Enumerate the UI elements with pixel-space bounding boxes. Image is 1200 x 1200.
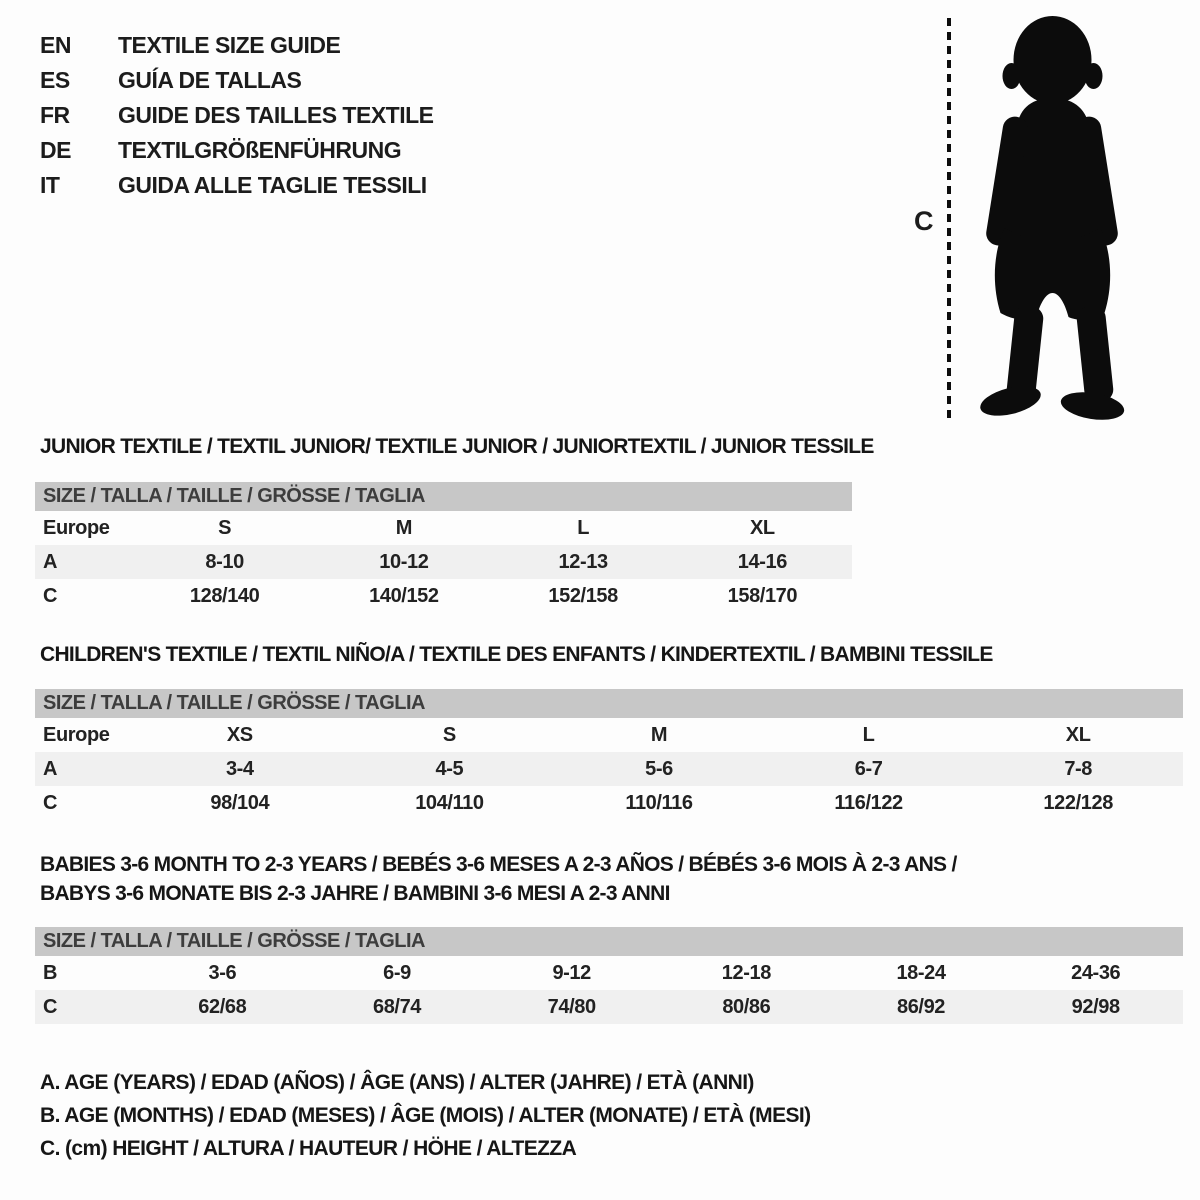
babies-section-title-line1: BABIES 3-6 MONTH TO 2-3 YEARS / BEBÉS 3-6 MESES A 2-3 AÑOS / BÉBÉS 3-6 MOIS À 2-3 ANS /: [40, 853, 957, 876]
language-row-es: [40, 63, 434, 98]
babies-table: [35, 927, 1183, 1024]
language-row-it: [40, 168, 434, 203]
table-row: [35, 511, 852, 545]
language-list: [40, 28, 434, 203]
measure-label-c: C: [914, 206, 934, 236]
size-cell: XL: [1065, 723, 1091, 746]
value-cell: 86/92: [896, 995, 946, 1018]
language-code: DE: [40, 137, 71, 163]
value-cell: 68/74: [372, 995, 422, 1018]
language-code: FR: [40, 102, 70, 128]
junior-section-title: JUNIOR TEXTILE / TEXTIL JUNIOR/ TEXTILE JUNIOR / JUNIORTEXTIL / JUNIOR TESSILE: [40, 435, 874, 458]
legend-line-b: B. AGE (MONTHS) / EDAD (MESES) / ÂGE (MOIS) / ALTER (MONATE) / ETÀ (MESI): [40, 1104, 811, 1127]
row-label: A: [43, 550, 58, 573]
size-cell: M: [395, 516, 412, 539]
size-header-bar: SIZE / TALLA / TAILLE / GRÖSSE / TAGLIA: [35, 927, 1183, 956]
row-label: C: [43, 584, 58, 607]
value-cell: 6-9: [383, 961, 411, 984]
language-label: GUÍA DE TALLAS: [118, 67, 302, 93]
value-cell: 4-5: [435, 757, 464, 780]
table-row: [35, 990, 1183, 1024]
size-header-bar: SIZE / TALLA / TAILLE / GRÖSSE / TAGLIA: [35, 482, 852, 511]
row-label: Europe: [43, 723, 110, 746]
value-cell: 6-7: [854, 757, 883, 780]
legend-line-c: C. (cm) HEIGHT / ALTURA / HAUTEUR / HÖHE / ALTEZZA: [40, 1137, 577, 1160]
babies-section-title-line2: BABYS 3-6 MONATE BIS 2-3 JAHRE / BAMBINI 3-6 MESI A 2-3 ANNI: [40, 882, 670, 905]
value-cell: 110/116: [625, 791, 693, 814]
value-cell: 18-24: [896, 961, 946, 984]
size-cell: M: [650, 723, 668, 746]
size-cell: S: [442, 723, 456, 746]
table-row: [35, 545, 852, 579]
value-cell: 12-18: [721, 961, 771, 984]
value-cell: 116/122: [834, 791, 903, 814]
language-code: ES: [40, 67, 70, 93]
children-table: [35, 689, 1183, 820]
language-label: TEXTILE SIZE GUIDE: [118, 32, 341, 58]
value-cell: 62/68: [198, 995, 247, 1018]
table-row: [35, 956, 1183, 990]
height-measure-dashed-line: [947, 18, 951, 418]
language-label: GUIDA ALLE TAGLIE TESSILI: [118, 172, 427, 198]
value-cell: 158/170: [727, 584, 798, 607]
table-row: [35, 579, 852, 613]
language-row-en: [40, 28, 434, 63]
junior-table: [35, 482, 852, 613]
value-cell: 98/104: [210, 791, 270, 814]
row-label: B: [43, 961, 58, 984]
value-cell: 3-4: [225, 757, 254, 780]
value-cell: 10-12: [379, 550, 429, 573]
value-cell: 104/110: [415, 791, 484, 814]
size-cell: L: [577, 516, 590, 539]
row-label: C: [43, 791, 58, 814]
value-cell: 9-12: [552, 961, 591, 984]
table-row: [35, 718, 1183, 752]
legend: [40, 1066, 811, 1165]
value-cell: 7-8: [1064, 757, 1093, 780]
value-cell: 5-6: [645, 757, 673, 780]
table-row: [35, 752, 1183, 786]
size-cell: L: [862, 723, 875, 746]
language-code: IT: [40, 172, 60, 198]
children-section-title: CHILDREN'S TEXTILE / TEXTIL NIÑO/A / TEXTILE DES ENFANTS / KINDERTEXTIL / BAMBINI TESSILE: [40, 643, 993, 666]
language-code: EN: [40, 32, 71, 58]
row-label: A: [43, 757, 58, 780]
value-cell: 128/140: [189, 584, 260, 607]
table-row: [35, 786, 1183, 820]
baby-silhouette: [963, 12, 1141, 420]
value-cell: 152/158: [548, 584, 618, 607]
value-cell: 122/128: [1043, 791, 1113, 814]
value-cell: 140/152: [369, 584, 439, 607]
value-cell: 12-13: [558, 550, 608, 573]
size-header-bar: SIZE / TALLA / TAILLE / GRÖSSE / TAGLIA: [35, 689, 1183, 718]
language-row-fr: [40, 98, 434, 133]
value-cell: 24-36: [1071, 961, 1121, 984]
value-cell: 92/98: [1071, 995, 1120, 1018]
language-row-de: [40, 133, 434, 168]
size-cell: XL: [749, 516, 775, 539]
value-cell: 74/80: [547, 995, 596, 1018]
size-cell: S: [218, 516, 232, 539]
value-cell: 80/86: [722, 995, 771, 1018]
value-cell: 3-6: [208, 961, 237, 984]
legend-line-a: A. AGE (YEARS) / EDAD (AÑOS) / ÂGE (ANS) / ALTER (JAHRE) / ETÀ (ANNI): [40, 1071, 754, 1094]
language-label: TEXTILGRÖßENFÜHRUNG: [118, 137, 402, 163]
value-cell: 8-10: [205, 550, 244, 573]
row-label: C: [43, 995, 58, 1018]
language-label: GUIDE DES TAILLES TEXTILE: [118, 102, 434, 128]
size-cell: XS: [226, 723, 253, 746]
value-cell: 14-16: [737, 550, 787, 573]
row-label: Europe: [43, 516, 110, 539]
